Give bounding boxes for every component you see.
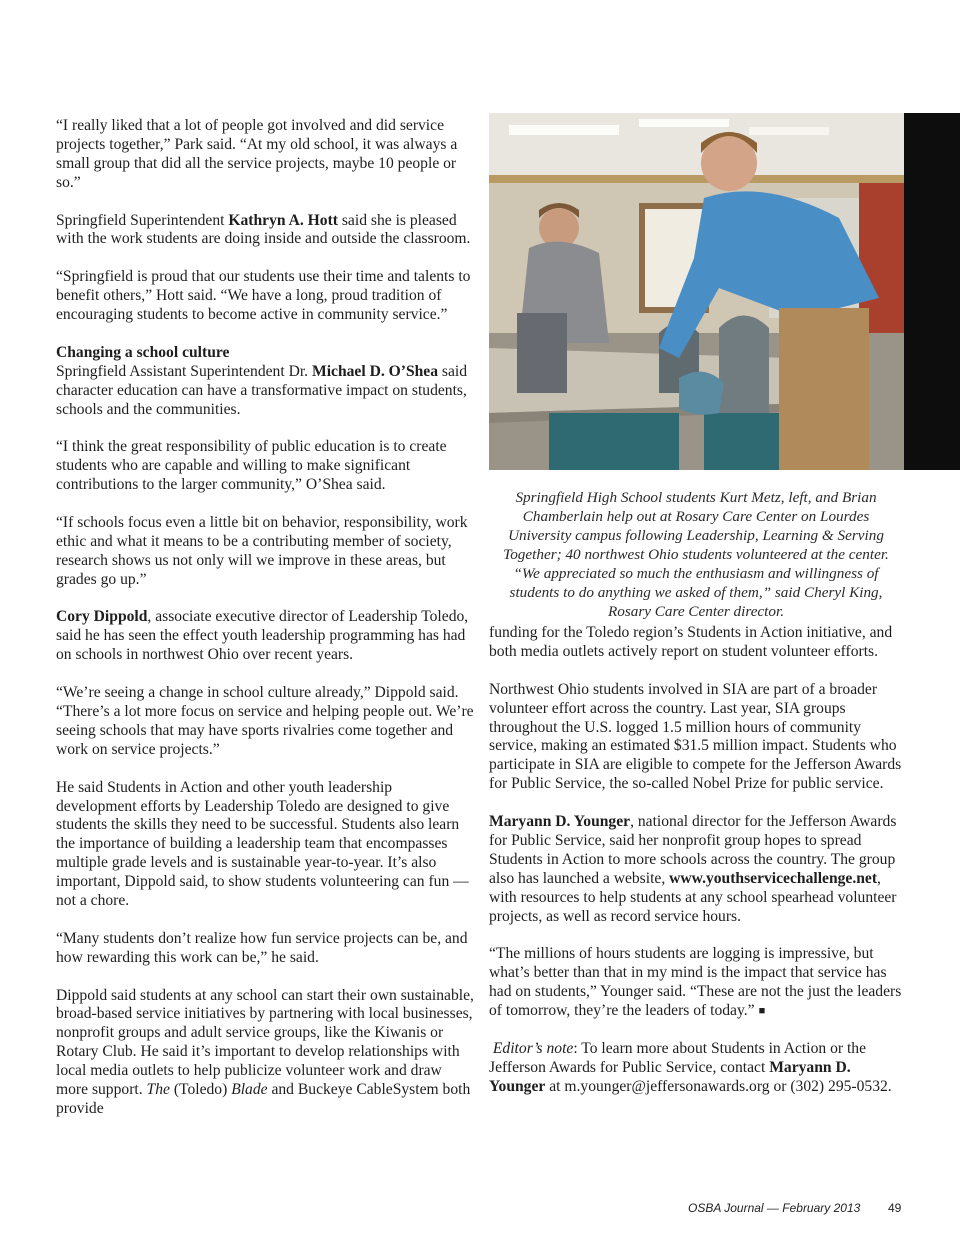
left-column <box>56 117 476 1119</box>
section-subheading: Changing a school culture <box>56 343 230 361</box>
person-name: Kathryn A. Hott <box>228 211 338 229</box>
paragraph: Northwest Ohio students involved in SIA are part of a broader volunteer effort across the country. Last year, SIA groups throughout the U.S. logged 1.5 million hours of community service, making an estimated $31.5 million impact. Students who participate in SIA are eligible to compete for the Jefferson Awards for Public Service, the so-called Nobel Prize for public service. <box>489 680 902 793</box>
editors-note-label: Editor’s note <box>492 1039 574 1057</box>
paragraph <box>489 813 909 926</box>
publication-name: Blade <box>231 1081 268 1099</box>
person-name: Maryann D. Younger <box>489 813 631 831</box>
page-number: 49 <box>888 1201 902 1215</box>
person-name: Michael D. O’Shea <box>311 362 439 380</box>
paragraph: “If schools focus even a little bit on behavior, responsibility, work ethic and what it means to be a contributing member of society, research shows us not only will we improve in these areas, but grades go up.” <box>56 513 468 588</box>
text: : To learn more about Students in Action or the Jefferson Awards for Public Service, contact <box>489 1039 867 1076</box>
paragraph: funding for the Toledo region’s Students in Action initiative, and both media outlets actively report on student volunteer efforts. <box>489 624 893 660</box>
text: said she is pleased with the work students are doing inside and outside the classroom. <box>56 211 471 248</box>
paragraph: He said Students in Action and other youth leadership development efforts by Leadership Toledo are designed to give students the skills they need to be successful. Students also learn the importance of building a leadership team that encompasses multiple grade levels and is sustainable year-to-year. It’s also important, Dippold said, to show students volunteering can fun — not a chore. <box>56 778 469 910</box>
paragraph <box>56 344 476 420</box>
footer-journal-title: OSBA Journal — February 2013 <box>688 1201 861 1215</box>
text: and Buckeye CableSystem both provide <box>56 1081 471 1117</box>
paragraph: “We’re seeing a change in school culture already,” Dippold said. “There’s a lot more focus on service and helping people out. We’re seeing schools that may have sports rivalries come together and work on service projects.” <box>56 684 474 758</box>
text: Dippold said students at any school can start their own sustainable, broad-based service initiatives by partnering with local businesses, nonprofit groups and adult service groups, like the Kiwanis or Rotary Club. He said it’s important to develop relationships with local media outlets to help publicize volunteer work and draw more support. <box>56 986 474 1099</box>
text: , with resources to help students at any school spearhead volunteer projects, as well as record service hours. <box>489 869 897 925</box>
text: , associate executive director of Leadership Toledo, said he has seen the effect youth leadership programming has had on schools in northwest Ohio over recent years. <box>56 608 469 664</box>
text: Springfield Superintendent <box>56 211 229 229</box>
text: at m.younger@jeffersonawards.org or (302) 295-0532. <box>545 1077 892 1095</box>
editors-note <box>489 1040 909 1097</box>
website-link[interactable]: www.youthservicechallenge.net <box>669 869 878 887</box>
text: Springfield Assistant Superintendent Dr. <box>56 362 312 380</box>
paragraph: “I really liked that a lot of people got involved and did service projects together,” Park said. “At my old school, it was always a small group that did all the service projects, maybe 10 people or so.” <box>56 117 458 191</box>
paragraph: “Many students don’t realize how fun service projects can be, and how rewarding this work can be,” he said. <box>56 929 468 966</box>
text: (Toledo) <box>169 1081 232 1099</box>
person-name: Maryann D. Younger <box>489 1058 851 1095</box>
page-edge-bar <box>904 113 960 470</box>
article-photo <box>489 113 904 470</box>
text: said character education can have a transformative impact on students, schools and the communities. <box>56 362 468 418</box>
publication-name: The <box>146 1081 170 1099</box>
photo-illustration <box>489 113 904 470</box>
right-column <box>489 624 909 1097</box>
paragraph <box>489 945 909 1021</box>
photo-caption: Springfield High School students Kurt Metz, left, and Brian Chamberlain help out at Rosary Care Center on Lourdes University campus following Leadership, Learning & Serving Together; 40 northwest Ohio students volunteered at the center. “We appreciated so much the enthusiasm and willingness of students to do anything we asked of them,” said Cheryl King, Rosary Care Center director. <box>503 489 889 620</box>
paragraph <box>56 212 476 250</box>
person-name: Cory Dippold <box>56 608 148 626</box>
paragraph: “Springfield is proud that our students use their time and talents to benefit others,” Hott said. “We have a long, proud tradition of encouraging students to become active in community service.” <box>56 268 471 324</box>
paragraph <box>56 608 476 665</box>
end-mark-icon: ■ <box>758 1005 766 1018</box>
paragraph <box>56 987 476 1119</box>
paragraph: “I think the great responsibility of public education is to create students who are capable and willing to make significant contributions to the larger community,” O’Shea said. <box>56 438 447 494</box>
text: “The millions of hours students are logging is impressive, but what’s better than that in my mind is the impact that service has had on students,” Younger said. “These are not the just the leaders of tomorrow, they’re the leaders of today.” <box>489 945 902 1020</box>
text: , national director for the Jefferson Awards for Public Service, said her nonprofit group hopes to spread Students in Action to more schools across the country. The group also has launched a website, <box>489 813 897 887</box>
